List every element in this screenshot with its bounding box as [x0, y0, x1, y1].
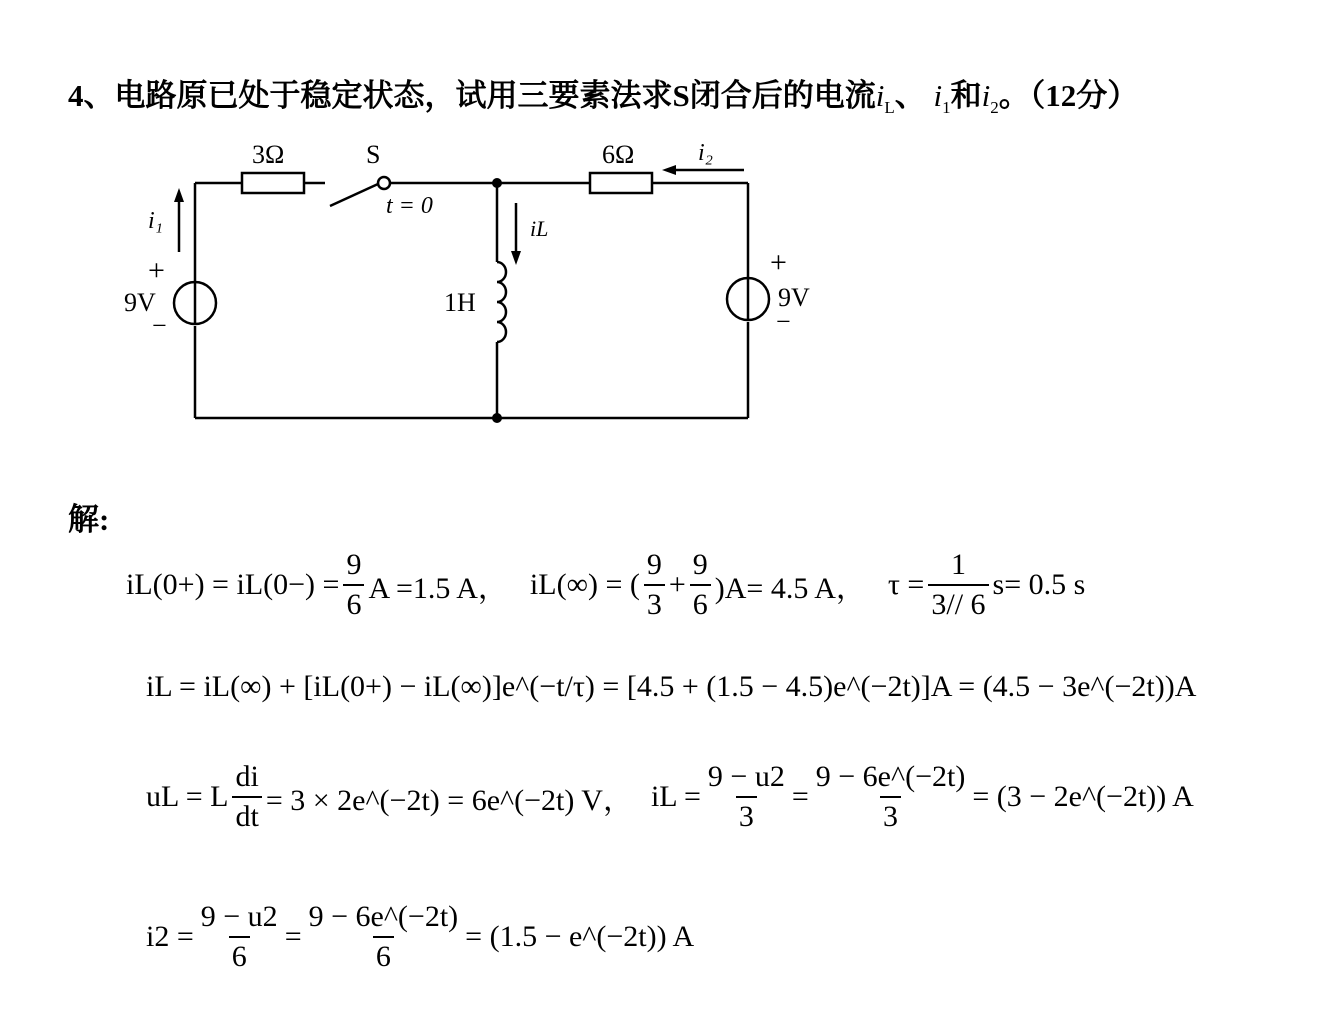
fraction-9-6: $\frac{9}{6}$ [343, 548, 364, 622]
i2-lhs: i2 = [146, 920, 194, 953]
i2-arrow-head [662, 165, 676, 175]
fraction-9-u2-3: $\frac{9 - u2}{3}$ [707, 760, 785, 833]
inductor-coil [497, 262, 506, 342]
question-il: i [875, 78, 885, 113]
final-result: )A= 4.5 A， [714, 572, 866, 605]
question-text: 4、电路原已处于稳定状态，试用三要素法求S闭合后的电流$i_L$、 $i_1$和$i_2$。（12分） [68, 78, 1139, 118]
equation-line-3: uL = L $\frac{di}{dt}$ = 3 × 2e^(−2t) = 6e^(−2t) V， iL = $\frac{9 - u2}{3}$ = $\frac{9 - 6e\^{}(-2t)}{3}$ = (3 − 2e^(−2t)) A [146, 760, 1194, 833]
iL-lhs: iL = [650, 780, 701, 813]
uL-lhs: uL = L [146, 780, 229, 813]
resistor-6ohm [590, 173, 652, 193]
fraction-9-6e-6: $\frac{9 - 6e\^{}(-2t)}{6}$ [308, 900, 459, 973]
node-bottom [492, 413, 502, 423]
fraction-tau: $\frac{1}{3// 6}$ [928, 548, 988, 622]
final-lhs: iL(∞) = ( [529, 568, 640, 601]
iL-result: = (3 − 2e^(−2t)) A [972, 780, 1194, 813]
fraction-9-u2-6: $\frac{9 - u2}{6}$ [200, 900, 278, 973]
fraction-9-6b: $\frac{9}{6}$ [690, 548, 711, 622]
question-and: 和 [950, 78, 982, 113]
inductor-label: 1H [444, 288, 476, 317]
node-top [492, 178, 502, 188]
question-suffix: 。（12分） [998, 78, 1139, 113]
tau-lhs: τ = [887, 568, 925, 601]
left-plus: + [148, 254, 165, 287]
iL-arrow-head [511, 251, 521, 265]
fraction-9-6e-3: $\frac{9 - 6e\^{}(-2t)}{3}$ [815, 760, 966, 833]
right-plus: + [770, 246, 787, 279]
tau-result: s= 0.5 s [992, 568, 1086, 601]
right-minus: − [776, 307, 791, 336]
i1-arrow-head [174, 188, 184, 202]
resistor-3ohm [242, 173, 304, 193]
i2-result: = (1.5 − e^(−2t)) A [465, 920, 695, 953]
r1-label: 3Ω [252, 140, 285, 169]
i1-label: i₁ [148, 208, 164, 234]
iL-label: iL [530, 216, 549, 241]
left-source-label: 9V [124, 288, 156, 317]
switch-time-label: t = 0 [386, 193, 433, 219]
equation-line-2: iL = iL(∞) + [iL(0+) − iL(∞)]e^(−t/τ) = [4.5 + (1.5 − 4.5)e^(−2t)]A = (4.5 − 3e^(−2t))A [146, 670, 1197, 703]
r2-label: 6Ω [602, 140, 635, 169]
solution-label: 解: [68, 502, 110, 537]
uL-rhs: = 3 × 2e^(−2t) = 6e^(−2t) V， [265, 784, 633, 817]
equation-line-1: iL(0+) = iL(0−) = $\frac{9}{6}$ A =1.5 A， iL(∞) = ( $\frac{9}{3}$ + $\frac{9}{6}$ )A= 4.5 A， τ = $\frac{1}{3// 6}$ s= 0.5 s [126, 548, 1086, 621]
circuit-diagram [0, 0, 1320, 470]
fraction-di-dt: $\frac{di}{dt}$ [232, 760, 261, 834]
switch-contact [378, 177, 390, 189]
question-i1: i [933, 78, 943, 113]
equation-line-4: i2 = $\frac{9 - u2}{6}$ = $\frac{9 - 6e\^{}(-2t)}{6}$ = (1.5 − e^(−2t)) A [146, 900, 695, 973]
i2-label: i₂ [698, 140, 714, 166]
initial-result: A =1.5 A， [368, 572, 508, 605]
question-sep: 、 [894, 78, 926, 113]
switch-blade [330, 184, 378, 206]
fraction-9-3: $\frac{9}{3}$ [644, 548, 665, 622]
question-i2: i [981, 78, 991, 113]
right-source-label: 9V [778, 283, 810, 312]
left-minus: − [152, 311, 167, 340]
switch-label: S [366, 140, 381, 169]
initial-lhs: iL(0+) = iL(0−) = [126, 568, 340, 601]
question-prefix: 4、电路原已处于稳定状态，试用三要素法求S闭合后的电流 [68, 78, 876, 113]
